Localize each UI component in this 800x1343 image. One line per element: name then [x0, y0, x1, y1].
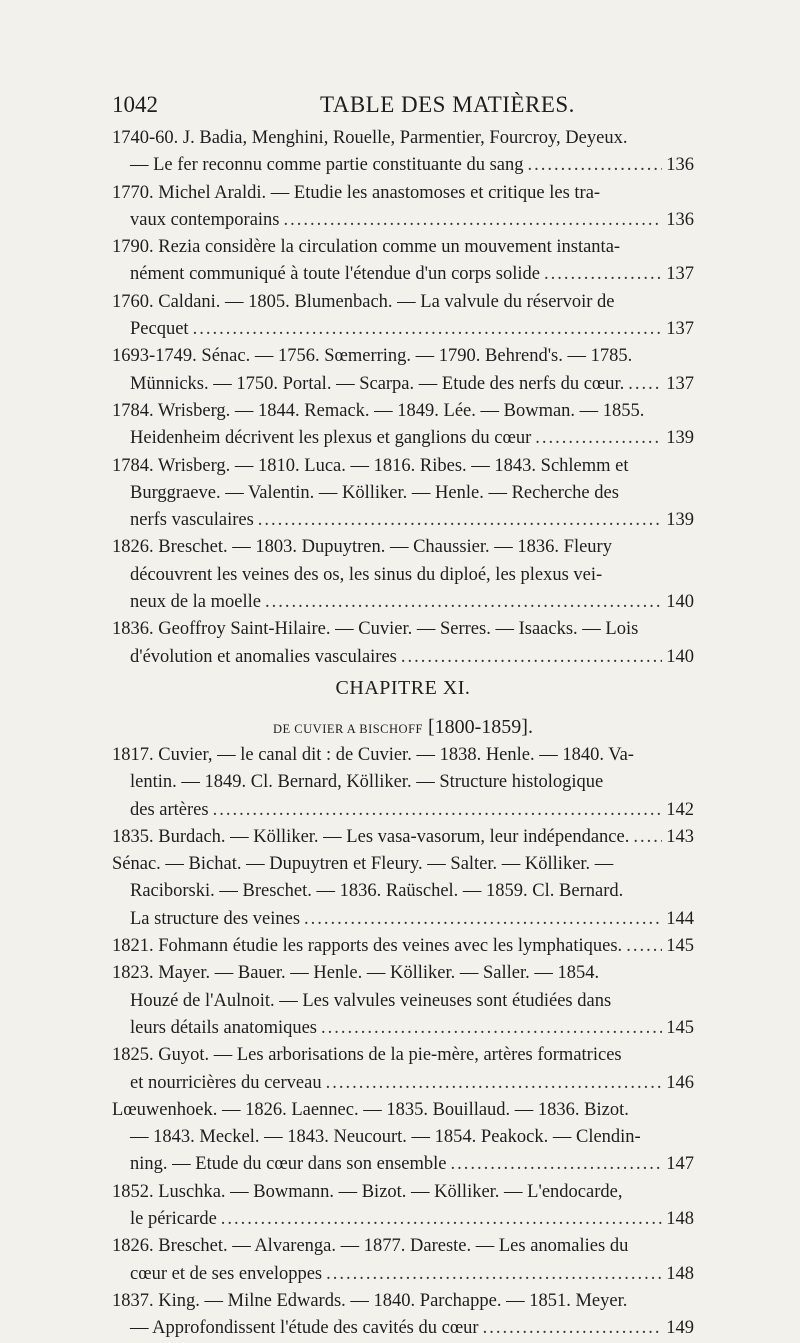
toc-page-number: 136: [666, 155, 694, 176]
toc-entry-line: [112, 343, 694, 370]
dot-leader: [304, 906, 662, 933]
toc-page-number: 137: [666, 319, 694, 340]
toc-entry-line: [112, 616, 694, 643]
toc-entry-text: neux de la moelle: [130, 592, 261, 613]
toc-entry-text: le péricarde: [130, 1209, 217, 1230]
toc-page-number: 137: [666, 264, 694, 285]
toc-entry-text: nerfs vasculaires: [130, 510, 254, 531]
toc-entry-text: 1835. Burdach. — Kölliker. — Les vasa-vasorum, leur indépendance.: [112, 826, 630, 847]
toc-entry: [112, 1097, 694, 1179]
toc-entry-text: Heidenheim décrivent les plexus et ganglions du cœur: [130, 428, 532, 449]
toc-entry-text: des artères: [130, 799, 209, 820]
toc-entry-line: [112, 824, 694, 851]
dot-leader: [483, 1315, 662, 1342]
toc-entry: [112, 824, 694, 851]
toc-entry-line: [112, 1015, 694, 1042]
toc-entry-text: et nourricières du cerveau: [130, 1072, 322, 1093]
toc-page-number: 139: [666, 510, 694, 531]
toc-entry-line: [112, 425, 694, 452]
toc-entry: [112, 289, 694, 344]
toc-entry-text: Burggraeve. — Valentin. — Kölliker. — Henle. — Recherche des: [130, 482, 619, 503]
chapter-subtitle: [112, 716, 694, 739]
chapter-title: CHAPITRE XI.: [335, 677, 471, 699]
toc-entry-text: 1784. Wrisberg. — 1844. Remack. — 1849. Lée. — Bowman. — 1855.: [112, 400, 645, 421]
toc-entry: [112, 616, 694, 671]
toc-entry-text: 1823. Mayer. — Bauer. — Henle. — Kölliker. — Saller. — 1854.: [112, 963, 600, 984]
dot-leader: [451, 1151, 663, 1178]
chapter-heading: [112, 677, 694, 739]
toc-entry-line: [112, 933, 694, 960]
toc-entry: [112, 234, 694, 289]
running-title: TABLE DES MATIÈRES.: [320, 92, 575, 117]
toc-entry-text: nément communiqué à toute l'étendue d'un corps solide: [130, 264, 540, 285]
toc-entry-line: [112, 261, 694, 288]
dot-leader: [284, 207, 663, 234]
toc-entry-line: [112, 988, 694, 1015]
chapter-subtitle-names: DE CUVIER A BISCHOFF: [273, 722, 423, 736]
toc-entry-line: [112, 878, 694, 905]
chapter-subtitle-dates: [1800-1859].: [427, 716, 533, 738]
toc-entry-line: [112, 1261, 694, 1288]
toc-entry-text: 1740-60. J. Badia, Menghini, Rouelle, Parmentier, Fourcroy, Deyeux.: [112, 128, 628, 148]
page-header: [112, 92, 692, 122]
toc-entry-line: [112, 589, 694, 616]
toc-page-number: 139: [666, 428, 694, 449]
toc-entry-line: [112, 1070, 694, 1097]
dot-leader: [326, 1070, 662, 1097]
toc-entry-text: La structure des veines: [130, 908, 301, 929]
toc-entry-line: [112, 125, 694, 152]
dot-leader: [213, 797, 662, 824]
toc-entry-text: 1770. Michel Araldi. — Etudie les anastomoses et critique les tra-: [112, 182, 601, 203]
toc-entry: [112, 1042, 694, 1097]
toc-page-number: 137: [666, 373, 694, 394]
toc-entry-text: — Le fer reconnu comme partie constituante du sang: [130, 155, 524, 176]
toc-entry: [112, 534, 694, 616]
dot-leader: [535, 425, 662, 452]
toc-entry: [112, 398, 694, 453]
toc-entry: [112, 933, 694, 960]
dot-leader: [626, 933, 662, 960]
toc-entry: [112, 125, 694, 180]
toc-entry-line: [112, 180, 694, 207]
toc-entry-text: Münnicks. — 1750. Portal. — Scarpa. — Etude des nerfs du cœur.: [130, 373, 625, 394]
dot-leader: [265, 589, 662, 616]
toc-section-chapter-xi: [112, 742, 694, 1343]
toc-entry-line: [112, 398, 694, 425]
dot-leader: [221, 1206, 662, 1233]
toc-entry-text: 1825. Guyot. — Les arborisations de la pie-mère, artères formatrices: [112, 1045, 622, 1066]
toc-page-number: 142: [666, 799, 694, 820]
toc-page-number: 148: [666, 1209, 694, 1230]
page-number: 1042: [112, 92, 158, 117]
toc-entry-text: — 1843. Meckel. — 1843. Neucourt. — 1854. Peakock. — Clendin-: [130, 1127, 641, 1148]
toc-entry-text: 1790. Rezia considère la circulation comme un mouvement instanta-: [112, 237, 621, 258]
toc-entry: [112, 343, 694, 398]
toc-entry-line: [112, 1097, 694, 1124]
toc-entry-line: [112, 851, 694, 878]
toc-page-number: 145: [666, 1017, 694, 1038]
toc-entry-line: [112, 1179, 694, 1206]
dot-leader: [401, 644, 662, 671]
toc-entry-text: 1852. Luschka. — Bowmann. — Bizot. — Kölliker. — L'endocarde,: [112, 1181, 623, 1202]
toc-entry-line: [112, 1315, 694, 1342]
toc-entry-text: 1836. Geoffroy Saint-Hilaire. — Cuvier. — Serres. — Isaacks. — Lois: [112, 619, 639, 640]
toc-entry: [112, 742, 694, 824]
toc-entry-text: découvrent les veines des os, les sinus du diploé, les plexus vei-: [130, 564, 603, 585]
dot-leader: [544, 261, 662, 288]
dot-leader: [628, 371, 662, 398]
toc-page-number: 144: [666, 908, 694, 929]
toc-entry: [112, 1233, 694, 1288]
dot-leader: [193, 316, 662, 343]
dot-leader: [258, 507, 662, 534]
toc-entry-line: [112, 1124, 694, 1151]
toc-entry-text: 1821. Fohmann étudie les rapports des veines avec les lymphatiques.: [112, 936, 623, 957]
toc-entry-line: [112, 152, 694, 179]
toc-entry-line: [112, 289, 694, 316]
toc-entry-line: [112, 797, 694, 824]
toc-page-number: 146: [666, 1072, 694, 1093]
toc-entry: [112, 1288, 694, 1343]
toc-entry-line: [112, 534, 694, 561]
dot-leader: [321, 1015, 662, 1042]
toc-entry-line: [112, 234, 694, 261]
toc-entry: [112, 453, 694, 535]
toc-entry-line: [112, 1206, 694, 1233]
toc-entry-line: [112, 316, 694, 343]
toc-entry-line: [112, 207, 694, 234]
toc-entry-line: [112, 960, 694, 987]
dot-leader: [633, 824, 662, 851]
toc-entry-line: [112, 507, 694, 534]
toc-entry-text: 1826. Breschet. — Alvarenga. — 1877. Dareste. — Les anomalies du: [112, 1236, 629, 1257]
toc-page-number: 148: [666, 1263, 694, 1284]
toc-entry-line: [112, 1042, 694, 1069]
toc-page-number: 140: [666, 646, 694, 667]
toc-entry-text: 1826. Breschet. — 1803. Dupuytren. — Chaussier. — 1836. Fleury: [112, 537, 612, 558]
toc-entry-text: Pecquet: [130, 319, 189, 340]
toc-entry-text: d'évolution et anomalies vasculaires: [130, 646, 397, 667]
toc-entry: [112, 180, 694, 235]
toc-entry-text: ning. — Etude du cœur dans son ensemble: [130, 1154, 447, 1175]
toc-entry-text: 1837. King. — Milne Edwards. — 1840. Parchappe. — 1851. Meyer.: [112, 1290, 628, 1311]
toc-entry-line: [112, 769, 694, 796]
toc-entry-text: 1693-1749. Sénac. — 1756. Sœmerring. — 1790. Behrend's. — 1785.: [112, 346, 633, 367]
toc-page-number: 136: [666, 209, 694, 230]
toc-entry-text: Sénac. — Bichat. — Dupuytren et Fleury. — Salter. — Kölliker. —: [112, 854, 614, 875]
toc-entry-line: [112, 906, 694, 933]
toc-entry-text: 1817. Cuvier, — le canal dit : de Cuvier. — 1838. Henle. — 1840. Va-: [112, 745, 634, 765]
toc-entry-text: Houzé de l'Aulnoit. — Les valvules veineuses sont étudiées dans: [130, 990, 612, 1011]
toc-page-number: 140: [666, 592, 694, 613]
toc-entry-text: 1760. Caldani. — 1805. Blumenbach. — La valvule du réservoir de: [112, 291, 615, 312]
toc-entry-line: [112, 371, 694, 398]
dot-leader: [528, 152, 663, 179]
toc-entry-line: [112, 453, 694, 480]
toc-entry: [112, 1179, 694, 1234]
toc-page-number: 149: [666, 1318, 694, 1339]
toc-section-chapter-x: [112, 125, 694, 671]
toc-entry-line: [112, 562, 694, 589]
toc-entry: [112, 851, 694, 933]
toc-entry-line: [112, 1288, 694, 1315]
toc-entry-text: vaux contemporains: [130, 209, 280, 230]
toc-entry-line: [112, 480, 694, 507]
toc-entry-line: [112, 644, 694, 671]
toc-entry-text: 1784. Wrisberg. — 1810. Luca. — 1816. Ribes. — 1843. Schlemm et: [112, 455, 629, 476]
toc-entry-line: [112, 1151, 694, 1178]
toc-entry-line: [112, 1233, 694, 1260]
toc-entry-text: Lœuwenhoek. — 1826. Laennec. — 1835. Bouillaud. — 1836. Bizot.: [112, 1099, 629, 1120]
toc-page-number: 143: [666, 826, 694, 847]
toc-entry-text: leurs détails anatomiques: [130, 1017, 318, 1038]
toc-page-number: 147: [666, 1154, 694, 1175]
toc-entry: [112, 960, 694, 1042]
toc-entry-text: lentin. — 1849. Cl. Bernard, Kölliker. — Structure histologique: [130, 772, 604, 793]
toc-entry-text: cœur et de ses enveloppes: [130, 1263, 323, 1284]
dot-leader: [326, 1261, 662, 1288]
toc-entry-line: [112, 742, 694, 769]
toc-page-number: 145: [666, 936, 694, 957]
toc-entry-text: — Approfondissent l'étude des cavités du cœur: [130, 1318, 479, 1339]
toc-entry-text: Raciborski. — Breschet. — 1836. Raüschel. — 1859. Cl. Bernard.: [130, 881, 624, 902]
